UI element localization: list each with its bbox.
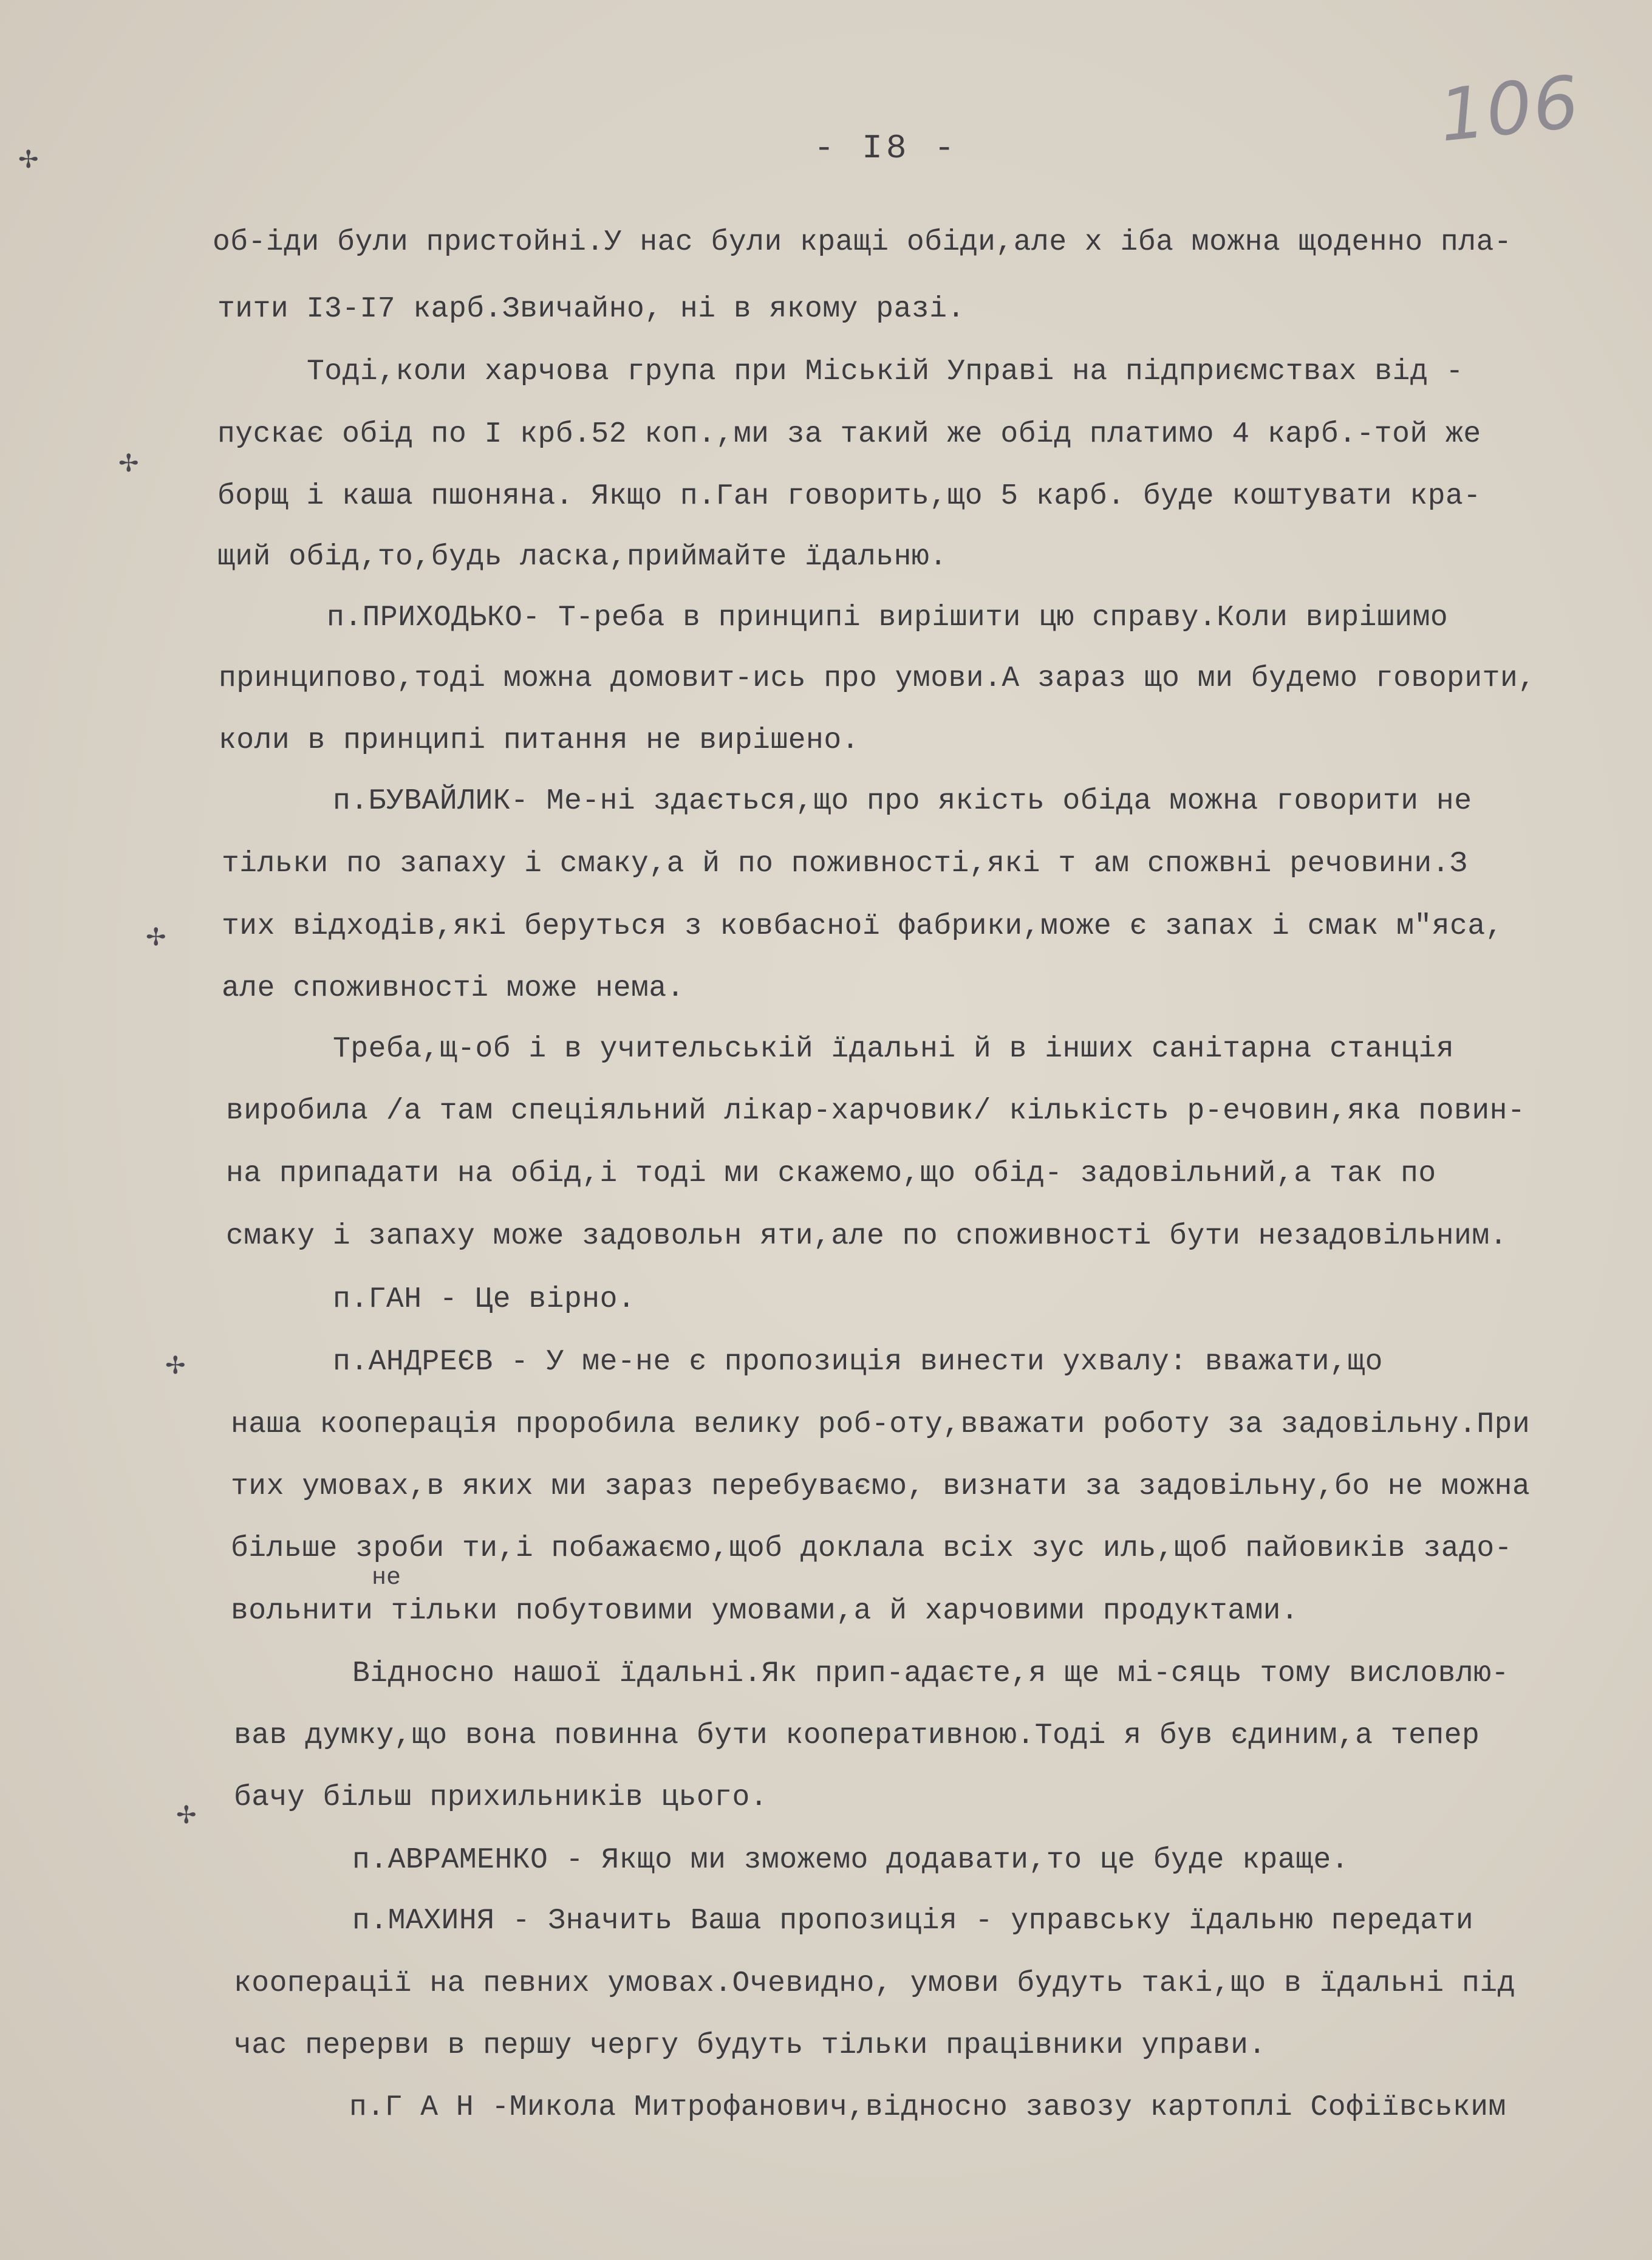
page-number: - I8 - — [814, 129, 958, 168]
text-line: тих умовах,в яких ми зараз перебуваємо, визнати за задовільну,бо не можна — [231, 1470, 1531, 1503]
text-line: принципово,тоді можна домовит-ись про умови.А зараз що ми будемо говорити, — [219, 662, 1536, 695]
text-line: тих відходів,які беруться з ковбасної фабрики,може є запах і смак м"яса, — [222, 910, 1503, 943]
text-line: час перерви в першу чергу будуть тільки працівники управи. — [234, 2029, 1266, 2062]
text-line: кооперації на певних умовах.Очевидно, умови будуть такі,що в їдальні під — [234, 1967, 1515, 2000]
punch-hole-mark-icon: ✢ — [176, 1801, 197, 1829]
punch-hole-mark-icon: ✢ — [118, 450, 139, 478]
text-line: Відносно нашої їдальні.Як прип-адаєте,я ще мі-сяць тому висловлю- — [352, 1657, 1509, 1690]
text-line: смаку і запаху може задовольн яти,але по споживності бути незадовільним. — [226, 1220, 1507, 1253]
text-line: п.ПРИХОДЬКО- Т-реба в принципі вирішити цю справу.Коли вирішимо — [327, 601, 1449, 634]
archive-folio-number: 106 — [1435, 60, 1584, 158]
text-line: п.ГАН - Це вірно. — [333, 1283, 636, 1316]
text-line: більше зроби ти,і побажаємо,щоб доклала всіх зус иль,щоб пайовиків задо- — [231, 1532, 1512, 1565]
text-line: п.МАХИНЯ - Значить Ваша пропозиція - управську їдальню передати — [352, 1905, 1474, 1937]
text-line: Тоді,коли харчова група при Міській Управі на підприємствах від - — [307, 355, 1464, 388]
text-line: але споживності може нема. — [222, 972, 684, 1005]
text-line: п.БУВАЙЛИК- Ме-ні здається,що про якість обіда можна говорити не — [333, 785, 1472, 818]
text-line: Треба,щ-об і в учительській їдальні й в інших санітарна станція — [333, 1033, 1455, 1066]
text-line: п.АВРАМЕНКО - Якщо ми зможемо додавати,то це буде краще. — [352, 1844, 1350, 1877]
punch-hole-mark-icon: ✢ — [146, 923, 166, 951]
text-line: п.Г А Н -Микола Митрофанович,відносно завозу картоплі Софіївським — [349, 2091, 1506, 2124]
text-line: борщ і каша пшоняна. Якщо п.Ган говорить,що 5 карб. буде коштувати кра- — [217, 480, 1481, 513]
text-line: на припадати на обід,і тоді ми скажемо,що обід- задовільний,а так по — [226, 1157, 1436, 1190]
text-line: бачу більш прихильників цього. — [234, 1781, 768, 1814]
text-line: коли в принципі питання не вирішено. — [219, 724, 859, 757]
punch-hole-mark-icon: ✢ — [165, 1352, 186, 1380]
text-line: щий обід,то,будь ласка,приймайте їдальню. — [217, 541, 947, 574]
text-line: об-іди були пристойні.У нас були кращі обіди,але х іба можна щоденно пла- — [213, 226, 1512, 259]
text-line: тити I3-I7 карб.Звичайно, ні в якому разі. — [217, 293, 965, 326]
interlinear-insertion: не — [372, 1564, 401, 1592]
text-line: тільки по запаху і смаку,а й по поживності,які т ам спожвні речовини.З — [222, 848, 1468, 880]
text-line: наша кооперація проробила велику роб-оту,вважати роботу за задовільну.При — [231, 1408, 1531, 1441]
text-line: виробила /а там спеціяльний лікар-харчовик/ кількість р-ечовин,яка повин- — [226, 1095, 1526, 1128]
text-line: вольнити тільки побутовими умовами,а й харчовими продуктами. — [231, 1595, 1299, 1628]
punch-hole-mark-icon: ✢ — [18, 146, 39, 174]
text-line: пускає обід по I крб.52 коп.,ми за такий же обід платимо 4 карб.-той же — [217, 418, 1481, 451]
text-line: п.АНДРЕЄВ - У ме-не є пропозиція винести ухвалу: вважати,що — [333, 1346, 1383, 1378]
text-line: вав думку,що вона повинна бути кооперативною.Тоді я був єдиним,а тепер — [234, 1719, 1480, 1752]
